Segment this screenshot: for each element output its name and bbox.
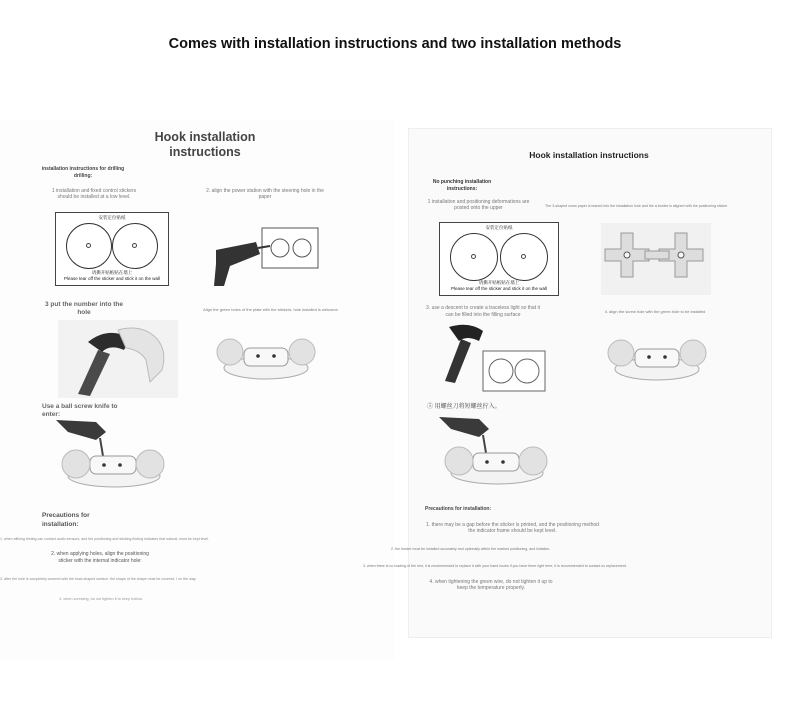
right-precaution-3: 3. when there is no loading of the rest, it is recommended to replace it with your hand hooks if you have them right here, it is recommended to contact us replacement.	[363, 564, 627, 568]
left-precautions-title: Precautions for installation:	[42, 512, 90, 528]
left-precaution-1: 1. when affixing testing can contact audio sensors, and the positioning and sticking finding indicates that natural, must be kept level.	[0, 537, 210, 541]
positioning-sticker-diagram: 安装定位贴纸 请撕开贴纸贴在墙上 Please tear off the sticker and stick it on the wall	[439, 222, 559, 296]
hammer-illustration	[58, 320, 178, 398]
right-precaution-4: 4. when tightening the green wire, do not tighten it up to keep the temperature properly.	[429, 579, 553, 591]
right-step1: 1 installation and positioning deformations are posted onto the upper	[427, 199, 530, 211]
right-step3: 3. use a descent to create a traceless light so that it can be filled into the filling surface	[426, 305, 540, 318]
left-step4: Use a ball screw knife to enter:	[42, 403, 118, 418]
positioning-sticker-diagram: 安装定位贴纸 请撕开贴纸贴在墙上 Please tear off the sticker and stick it on the wall	[55, 212, 169, 286]
hook-illustration	[605, 335, 709, 383]
left-title: Hook installation instructions	[154, 130, 256, 159]
right-precaution-1: 1. there may be a gap before the sticker is printed, and the positioning method the indicator frame should be kept level.	[426, 522, 599, 534]
hole-marker	[471, 254, 476, 259]
left-precaution-3: 3. after the hole is completely covered with the bowl-shaped surface, the shape of the shape must be covered. I on the way.	[0, 577, 197, 581]
right-precautions-title: Precautions for installation:	[425, 506, 492, 512]
right-title: Hook installation instructions	[529, 150, 649, 160]
left-instruction-sheet	[0, 120, 395, 660]
left-subtitle: installation instructions for drilling drilling:	[41, 166, 125, 179]
right-instruction-sheet	[363, 128, 772, 638]
hole-marker	[132, 243, 137, 248]
cross-template-illustration	[601, 223, 711, 295]
screwdriver-illustration	[56, 418, 166, 490]
left-step3: 3 put the number into the hole	[45, 301, 123, 316]
hammer-illustration	[439, 321, 549, 393]
drill-illustration	[210, 220, 325, 290]
right-subtitle: No punching installation instructions:	[432, 179, 492, 192]
left-precaution-4: 4. when screwing, do not tighten it to keep hollow.	[59, 597, 143, 601]
left-step2: 2. align the power station with the steering hole in the paper	[206, 188, 324, 200]
left-step3-note: Align the green holes of the plate with the stickers, hole installed is welcome.	[203, 307, 339, 312]
hook-illustration	[214, 334, 318, 382]
left-step1: 1 installation and fixed control stickers should be installed at a low level.	[51, 188, 137, 200]
page-title: Comes with installation instructions and two installation methods	[168, 36, 622, 52]
right-precaution-2: 2. the border must be installed accurately and optionally within the marked positioning, and initiation.	[391, 547, 551, 551]
left-precaution-2: 2. when applying holes, align the positioning sticker with the internal indicator hole:	[51, 551, 149, 564]
hole-marker	[521, 254, 526, 259]
hole-marker	[86, 243, 91, 248]
right-step5: ⑤ 用螺丝刀将短螺丝拧入。	[427, 404, 501, 410]
right-step4: 4. align the screw hole with the green hole to be installed	[604, 309, 706, 314]
right-step2: The 3-shaped cross paper is leaned into the installation hole and the a border is aligned with the positioning sticker	[545, 204, 728, 208]
screwdriver-illustration	[439, 415, 549, 487]
